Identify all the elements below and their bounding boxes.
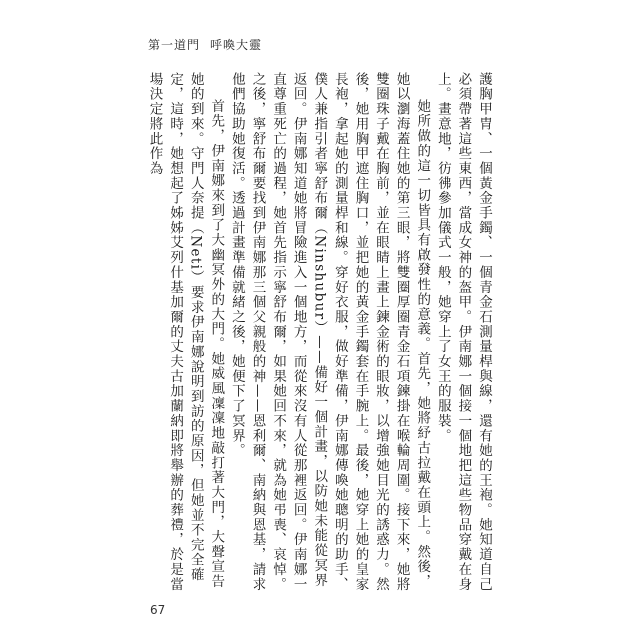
running-head-title: 呼喚大靈	[210, 38, 263, 52]
paragraph-3: 首先，伊南娜來到了大幽冥外的大門。她威風凜凜地敲打著大門，大聲宣告她的到來。守門人奈提（Neti）要求伊南娜說明到訪的原因，但她並不完全確定，這時，她想起了姊姊艾列什基加爾的丈夫古加蘭納即將舉辦的葬禮，於是當場決定將此作為	[146, 72, 225, 592]
running-head	[148, 36, 262, 53]
running-head-chapter: 第一道門	[148, 38, 201, 52]
paragraph-1: 護胸甲胄、一個黃金手鐲、一個青金石測量桿與線，還有她的王袍。她知道自己必須帶著這些東西，當成女神的盔甲。伊南娜一個接一個地把這些物品穿戴在身上。畫意地，彷彿參加儀式一般，她穿上了女王的服裝。	[434, 72, 492, 592]
vertical-text-columns	[146, 72, 494, 592]
paragraph-2: 她所做的這一切皆具有啟發性的意義。首先，她將紓古拉戴在頭上。然後，她以瀏海蓋住她的第三眼，將雙圈厚圈青金石項鍊掛在喉輪周圍。接下來，她將雙圈珠子戴在胸前，並在眼睛上畫上鍊金術的眼妝，以增強她目光的誘惑力。然後，她用胸甲遮住胸口，並把她的黃金手鐲套在手腕上。最後，她穿上她的皇家長袍，拿起她的測量桿和線。穿好衣服，做好準備，伊南娜傳喚她聰明的助手、僕人兼指引者寧舒布爾（Ninshubur）——備好一個計畫，以防她未能從冥界返回。伊南娜知道她將冒險進入一個地方，而從來沒有人從那裡返回。伊南娜一直尊重死亡的過程，她首先指示寧舒布爾，如果她回不來，就為她弔喪、哀悼。之後，寧舒布爾要找到伊南娜那三個父親般的神——恩利爾、南納與恩基，請求他們協助她復活。透過計畫準備就緒之後，她便下了冥界。	[228, 72, 431, 592]
body-text-block	[146, 72, 494, 592]
page-number: 67	[150, 603, 166, 617]
